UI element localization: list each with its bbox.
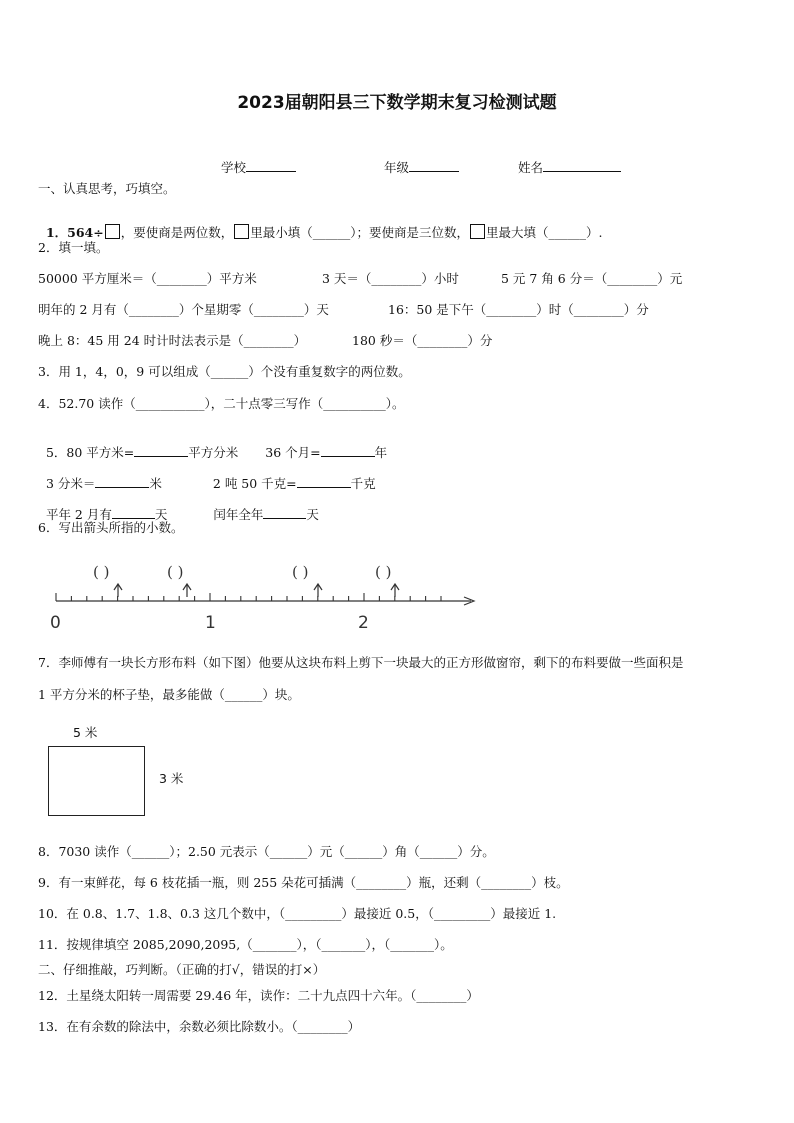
answer-blank[interactable] [263,505,306,519]
q2-item: 16：50 是下午（________）时（________）分 [388,302,649,317]
answer-paren: ( ) [375,563,392,581]
q5-text: 米 [149,476,162,491]
question-8: 8．7030 读作（______）；2.50 元表示（______）元（______）角（______）分。 [38,844,495,859]
q5-text: 36 个月= [265,445,321,460]
school-label: 学校 [220,160,246,175]
q5-text: 年 [374,445,388,460]
q5-text: 3 分米＝ [45,476,96,491]
rect-width-label: 5 米 [73,725,98,740]
q5-text: 平年 2 月有 [45,507,112,522]
q1-dividend: 564÷ [67,225,104,240]
question-7-line-2: 1 平方分米的杯子垫，最多能做（______）块。 [38,687,300,702]
q1-number: 1． [45,225,68,240]
tick-label-1: 1 [205,613,216,633]
grade-field[interactable] [376,142,459,176]
q2-item: 3 天＝（________）小时 [322,271,459,286]
q5-number: 5． [45,445,67,460]
question-10: 10．在 0.8、1.7、1.8、0.3 这几个数中，（_________）最接近 0.5，（_________）最接近 1. [38,906,557,921]
q1-text-d: 里最大填（______）. [486,225,603,240]
q5-text: 2 吨 50 千克= [212,476,297,491]
q1-text-c: 里最小填（______）；要使商是三位数， [250,225,470,240]
answer-blank[interactable] [134,443,188,457]
cloth-rectangle [48,746,145,816]
page-title: 2023届朝阳县三下数学期末复习检测试题 [237,93,557,113]
number-line-ticks [56,593,441,601]
school-blank[interactable] [246,158,296,172]
school-field[interactable] [213,142,296,176]
answer-blank[interactable] [297,474,351,488]
tick-label-0: 0 [50,613,61,633]
name-label: 姓名 [517,160,543,175]
pointer-arrow-4 [375,563,399,597]
answer-paren: ( ) [93,563,110,581]
q5-text: 千克 [350,476,376,491]
q2-item: 180 秒＝（________）分 [352,333,493,348]
question-11: 11．按规律填空 2085,2090,2095,（_______），（_______），（_______）。 [38,937,453,952]
q2-item: 5 元 7 角 6 分＝（________）元 [501,271,683,286]
question-2: 2．填一填。 [38,240,109,255]
q5-text: 天 [306,507,319,522]
q2-item: 50000 平方厘米＝（________）平方米 [38,271,257,286]
question-12: 12．土星绕太阳转一周需要 29.46 年，读作：二十九点四十六年。（________） [38,988,479,1003]
answer-blank[interactable] [321,443,375,457]
digit-box[interactable] [470,224,485,239]
grade-label: 年级 [383,160,409,175]
rect-height-label: 3 米 [159,771,184,786]
question-7-line-1: 7．李师傅有一块长方形布料（如下图）他要从这块布料上剪下一块最大的正方形做窗帘，剩下的布料要做一些面积是 [38,655,684,670]
answer-paren: ( ) [167,563,184,581]
answer-paren: ( ) [292,563,309,581]
answer-blank[interactable] [95,474,149,488]
section-2-heading: 二、仔细推敲，巧判断。（正确的打√，错误的打×） [38,962,326,977]
q5-text: 闰年全年 [213,507,264,522]
question-9: 9．有一束鲜花，每 6 枝花插一瓶，则 255 朵花可插满（________）瓶，还剩（________）枝。 [38,875,569,890]
grade-blank[interactable] [409,158,459,172]
digit-box[interactable] [234,224,249,239]
question-5-row-2 [38,458,376,492]
question-5-row-3 [38,489,319,523]
q5-text: 天 [154,507,168,522]
question-6: 6．写出箭头所指的小数。 [38,520,184,535]
pointer-arrow-3 [292,563,322,597]
answer-blank[interactable] [112,505,155,519]
q2-item: 明年的 2 月有（________）个星期零（________）天 [38,302,329,317]
question-5-row-1 [38,427,387,461]
question-3: 3．用 1，4，0，9 可以组成（______）个没有重复数字的两位数。 [38,364,411,379]
q5-text: 80 平方米= [66,445,135,460]
name-blank[interactable] [543,158,621,172]
pointer-arrow-2 [167,563,191,597]
q1-text-b: ，要使商是两位数， [120,225,234,240]
q5-text: 平方分米 [188,445,239,460]
digit-box[interactable] [105,224,120,239]
tick-label-2: 2 [358,613,369,633]
name-field[interactable] [510,142,621,176]
question-4: 4．52.70 读作（___________），二十点零三写作（__________）。 [38,396,405,411]
question-1 [38,208,603,241]
q2-item: 晚上 8：45 用 24 时计时法表示是（________） [38,333,307,348]
question-13: 13．在有余数的除法中，余数必须比除数小。（________） [38,1019,361,1034]
number-line-figure [38,555,488,635]
pointer-arrow-1 [93,563,122,597]
section-1-heading: 一、认真思考，巧填空。 [38,181,176,196]
